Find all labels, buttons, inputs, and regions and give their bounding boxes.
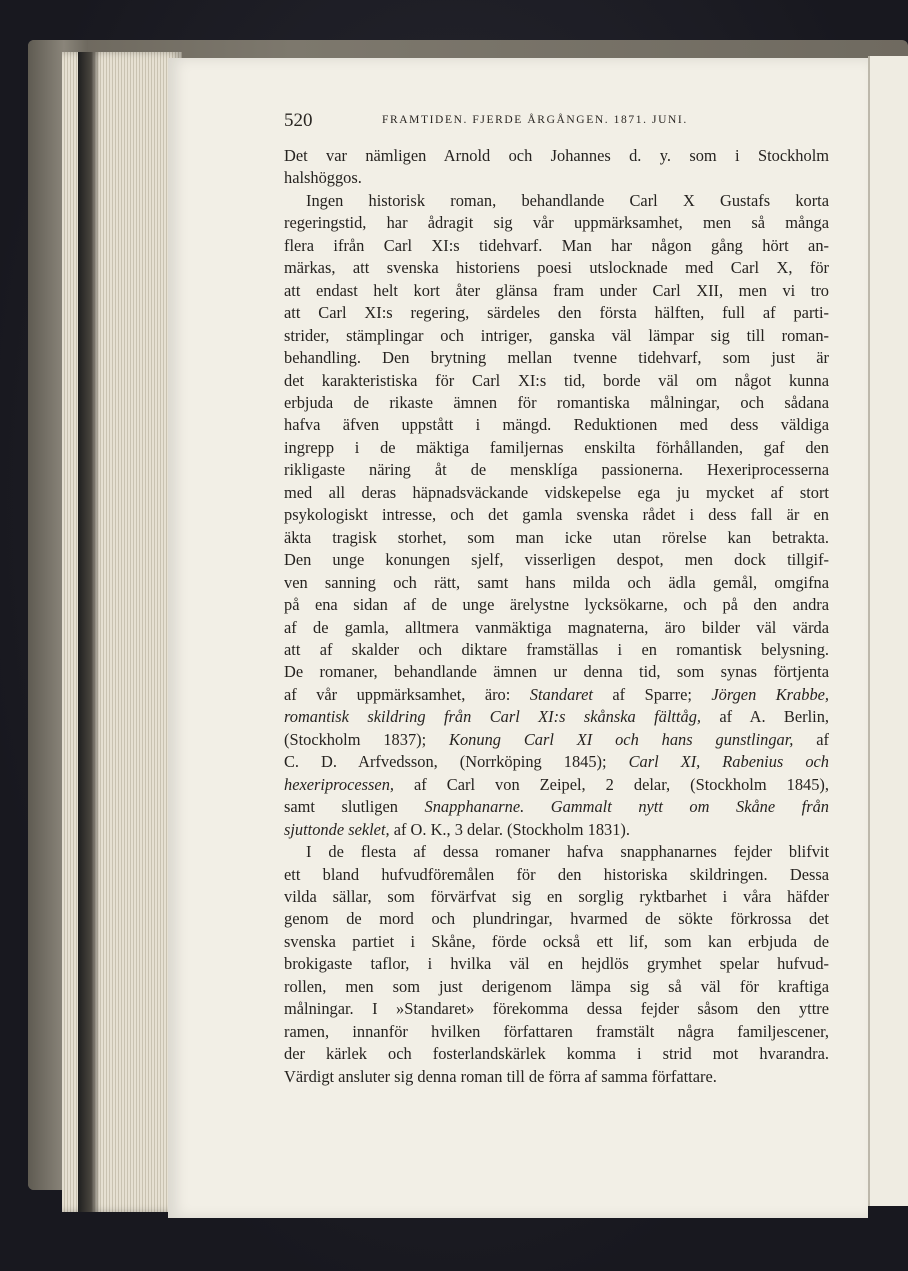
text-segment: vilda sällar, som förvärfvat sig en sorglig ryktbarhet i våra häfder (284, 886, 829, 906)
text-segment: erbjuda de rikaste ämnen för romantiska målningar, och sådana (284, 392, 829, 412)
text-line (284, 325, 829, 347)
italic-text: Standaret (529, 684, 593, 704)
text-line (284, 167, 829, 189)
italic-text: Jörgen Krabbe, (711, 684, 830, 704)
text-line (284, 347, 829, 369)
text-segment: rikligaste näring åt de mensklíga passionerna. Hexeriprocesserna (284, 460, 829, 480)
text-segment: ramen, innanför hvilken författaren framstält några familjescener, (284, 1021, 829, 1041)
text-line (284, 976, 829, 998)
text-segment: Den unge konungen sjelf, visserligen despot, men dock tillgif- (284, 550, 829, 570)
text-line (284, 145, 829, 167)
text-segment: målningar. I »Standaret» förekomma dessa fejder såsom den yttre (284, 999, 829, 1019)
text-line (284, 280, 829, 302)
text-line (284, 908, 829, 930)
text-line (284, 235, 829, 257)
text-line (284, 572, 829, 594)
running-title: FRAMTIDEN. FJERDE ÅRGÅNGEN. 1871. JUNI. (382, 114, 688, 126)
italic-text: Carl XI, Rabenius och (628, 752, 829, 772)
text-segment: af vår uppmärksamhet, äro: (284, 684, 530, 704)
text-segment: C. D. Arfvedsson, (Norrköping 1845); (284, 752, 629, 772)
text-segment: ingrepp i de mäktiga familjernas enskilta förhållanden, gaf den (284, 437, 829, 457)
text-segment: på ena sidan af de unge ärelystne lycksökarne, och på den andra (284, 595, 829, 615)
spine-shadow (78, 52, 100, 1212)
text-segment: Värdigt ansluter sig denna roman till de förra af samma författare. (284, 1066, 717, 1086)
italic-text: romantisk skildring från Carl XI:s skånska fälttåg, (284, 707, 702, 727)
text-line (284, 1043, 829, 1065)
text-line (284, 392, 829, 414)
text-segment: att af skalder och diktare framställas i en romantisk belysning. (284, 639, 829, 659)
text-line (284, 819, 829, 841)
text-line (284, 437, 829, 459)
text-segment: brokigaste taflor, i hvilka väl en hejdlös grymhet spelar hufvud- (284, 954, 829, 974)
text-segment: halshöggos. (284, 168, 362, 188)
text-segment: behandling. Den brytning mellan tvenne tidehvarf, som just är (284, 348, 829, 368)
text-segment: af (793, 729, 829, 749)
text-line (284, 212, 829, 234)
text-line (284, 886, 829, 908)
text-segment: der kärlek och fosterlandskärlek komma i strid mot hvarandra. (284, 1044, 829, 1064)
text-line (284, 370, 829, 392)
text-segment: genom de mord och plundringar, hvarmed de sökte förkrossa det (284, 909, 829, 929)
text-line (284, 482, 829, 504)
text-line (284, 864, 829, 886)
text-line (284, 617, 829, 639)
text-segment: af Carl von Zeipel, 2 delar, (Stockholm 1845), (394, 774, 829, 794)
italic-text: Konung Carl XI och hans gunstlingar, (449, 729, 794, 749)
text-line (284, 1021, 829, 1043)
italic-text: sjuttonde seklet, (284, 819, 390, 839)
body-text (284, 145, 829, 1088)
page-number: 520 (284, 110, 313, 131)
text-segment: det karakteristiska för Carl XI:s tid, borde väl om något kunna (284, 370, 829, 390)
text-line (284, 953, 829, 975)
text-segment: rollen, men som just derigenom lämpa sig så väl för kraftiga (284, 976, 829, 996)
text-segment: Ingen historisk roman, behandlande Carl X Gustafs korta (306, 190, 829, 210)
text-segment: psykologiskt intresse, och det gamla svenska rådet i dess fall är en (284, 505, 829, 525)
text-segment: att endast helt kort åter glänsa fram under Carl XII, men vi tro (284, 280, 829, 300)
text-line (284, 414, 829, 436)
text-segment: hafva äfven uppstått i mängd. Reduktionen med dess väldiga (284, 415, 829, 435)
text-line (284, 549, 829, 571)
text-line (284, 751, 829, 773)
text-line (284, 684, 829, 706)
text-segment: strider, stämplingar och intriger, ganska väl lämpar sig till roman- (284, 325, 829, 345)
text-segment: äkta tragisk storhet, som man icke utan rörelse kan betrakta. (284, 527, 829, 547)
text-segment: flera ifrån Carl XI:s tidehvarf. Man har någon gång hört an- (284, 235, 829, 255)
text-line (284, 998, 829, 1020)
text-segment: af de gamla, alltmera vanmäktiga magnaterna, äro bilder väl värda (284, 617, 829, 637)
text-segment: ven sanning och rätt, samt hans milda och ädla gemål, omgifna (284, 572, 829, 592)
running-head (284, 110, 844, 132)
italic-text: hexeriprocessen, (284, 774, 394, 794)
text-segment: regeringstid, har ådragit sig vår uppmärksamhet, men så många (284, 213, 829, 233)
text-line (284, 302, 829, 324)
text-segment (524, 797, 551, 816)
text-line (284, 1066, 829, 1088)
text-segment: (Stockholm 1837); (284, 729, 450, 749)
text-segment: att Carl XI:s regering, särdeles den första hälften, full af parti- (284, 303, 829, 323)
text-line (284, 190, 829, 212)
text-line (284, 594, 829, 616)
text-line (284, 661, 829, 683)
text-line (284, 459, 829, 481)
text-line (284, 796, 829, 818)
text-segment: med all deras häpnadsväckande vidskepelse ega ju mycket af stort (284, 482, 829, 502)
text-segment: af Sparre; (592, 684, 712, 704)
text-segment: af A. Berlin, (701, 707, 829, 727)
text-segment: Det var nämligen Arnold och Johannes d. y. som i Stockholm (284, 146, 829, 165)
text-line (284, 931, 829, 953)
facing-page-edge (868, 56, 908, 1206)
text-segment: ett bland hufvudföremålen för den historiska skildringen. Dessa (284, 864, 829, 884)
text-line (284, 527, 829, 549)
text-line (284, 706, 829, 728)
italic-text: Gammalt nytt om Skåne från (550, 797, 830, 817)
text-line (284, 729, 829, 751)
text-line (284, 774, 829, 796)
text-line (284, 504, 829, 526)
text-line (284, 841, 829, 863)
text-segment: samt slutligen (284, 797, 425, 817)
text-line (284, 257, 829, 279)
text-segment: I de flesta af dessa romaner hafva snapphanarnes fejder blifvit (306, 842, 829, 862)
text-line (284, 639, 829, 661)
text-segment: svenska partiet i Skåne, förde också ett lif, som kan erbjuda de (284, 931, 829, 951)
text-segment: af O. K., 3 delar. (Stockholm 1831). (389, 819, 630, 839)
text-segment: märkas, att svenska historiens poesi utslocknade med Carl X, för (284, 258, 829, 278)
italic-text: Snapphanarne. (424, 797, 525, 817)
text-segment: De romaner, behandlande ämnen ur denna tid, som synas förtjenta (284, 662, 829, 682)
